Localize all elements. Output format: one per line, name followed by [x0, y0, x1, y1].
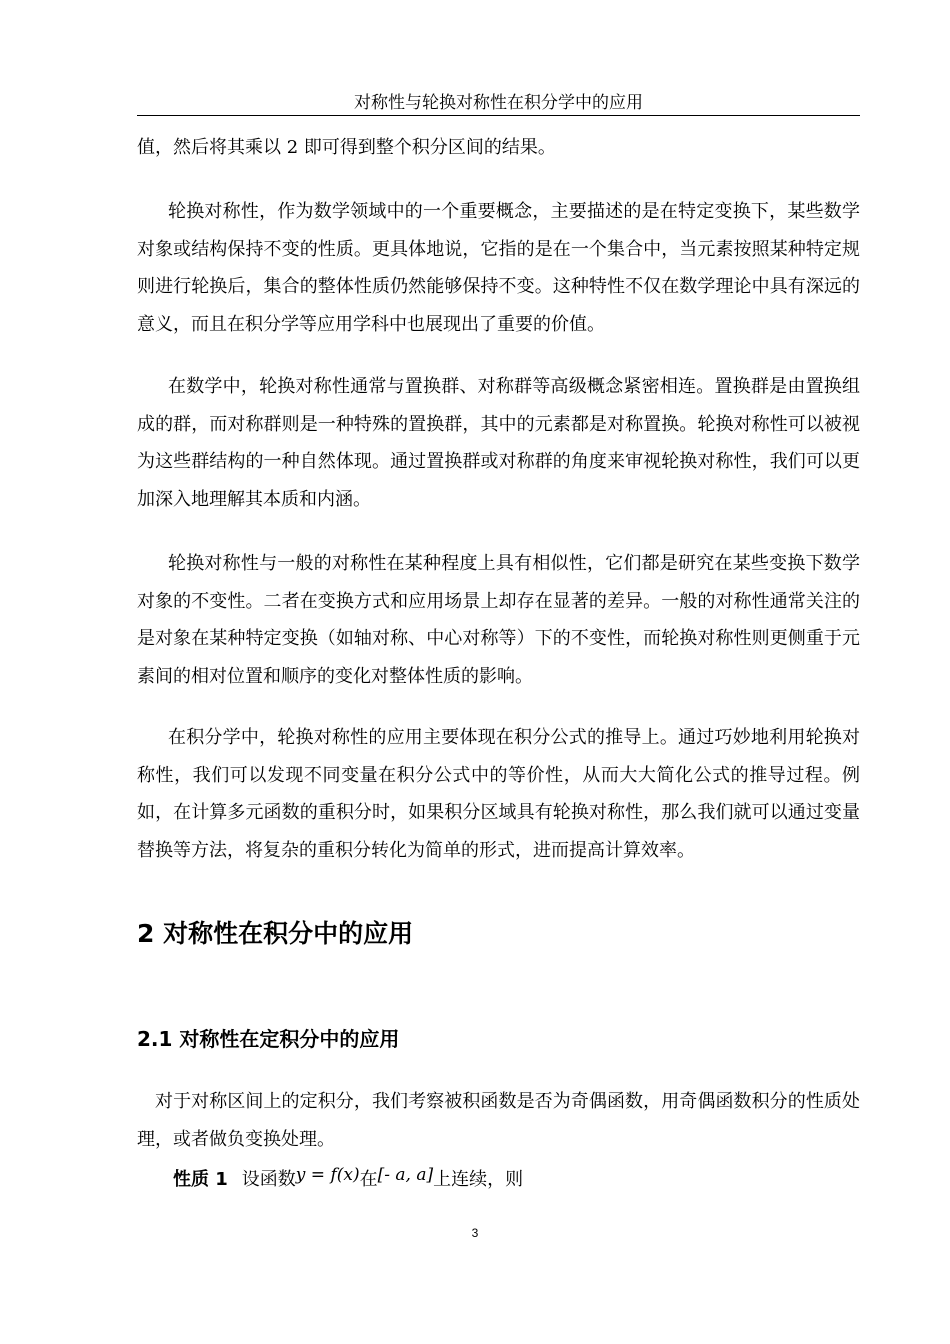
paragraph-comparison: 轮换对称性与一般的对称性在某种程度上具有相似性，它们都是研究在某些变换下数学对象的不变性。二者在变换方式和应用场景上却存在显著的差异。一般的对称性通常关注的是对象在某种特定变换（如轴对称、中心对称等）下的不变性，而轮换对称性则更侧重于元素间的相对位置和顺序的变化对整体性质的影响。 [137, 553, 860, 687]
running-header: 对称性与轮换对称性在积分学中的应用 [354, 93, 643, 113]
subsection-heading: 2.1 对称性在定积分中的应用 [137, 1027, 400, 1051]
property-text-before: 设函数 [241, 1169, 296, 1190]
subsection-intro: 对于对称区间上的定积分，我们考察被积函数是否为奇偶函数，用奇偶函数积分的性质处理，或者做负变换处理。 [137, 1091, 860, 1150]
property-text-after: 上连续，则 [433, 1169, 524, 1190]
page-number: 3 [471, 1226, 479, 1240]
section-heading: 2 对称性在积分中的应用 [137, 919, 414, 948]
formula-function: y = f(x) [295, 1165, 360, 1185]
property-statement [173, 1164, 523, 1196]
formula-interval: [- a, a] [377, 1165, 434, 1185]
paragraph-continuation: 值，然后将其乘以 2 即可得到整个积分区间的结果。 [137, 137, 556, 158]
paragraph-integral-application: 在积分学中，轮换对称性的应用主要体现在积分公式的推导上。通过巧妙地利用轮换对称性，我们可以发现不同变量在积分公式中的等价性，从而大大简化公式的推导过程。例如，在计算多元函数的重积分时，如果积分区域具有轮换对称性，那么我们就可以通过变量替换等方法，将复杂的重积分转化为简单的形式，进而提高计算效率。 [137, 727, 860, 861]
property-label: 性质 1 [173, 1169, 228, 1190]
paragraph-permutation-groups: 在数学中，轮换对称性通常与置换群、对称群等高级概念紧密相连。置换群是由置换组成的群，而对称群则是一种特殊的置换群，其中的元素都是对称置换。轮换对称性可以被视为这些群结构的一种自然体现。通过置换群或对称群的角度来审视轮换对称性，我们可以更加深入地理解其本质和内涵。 [137, 376, 860, 510]
paragraph-cyclic-symmetry-definition: 轮换对称性，作为数学领域中的一个重要概念，主要描述的是在特定变换下，某些数学对象或结构保持不变的性质。更具体地说，它指的是在一个集合中，当元素按照某种特定规则进行轮换后，集合的整体性质仍然能够保持不变。这种特性不仅在数学理论中具有深远的意义，而且在积分学等应用学科中也展现出了重要的价值。 [137, 201, 860, 335]
property-text-middle: 在 [359, 1169, 378, 1190]
header-rule [137, 115, 860, 116]
